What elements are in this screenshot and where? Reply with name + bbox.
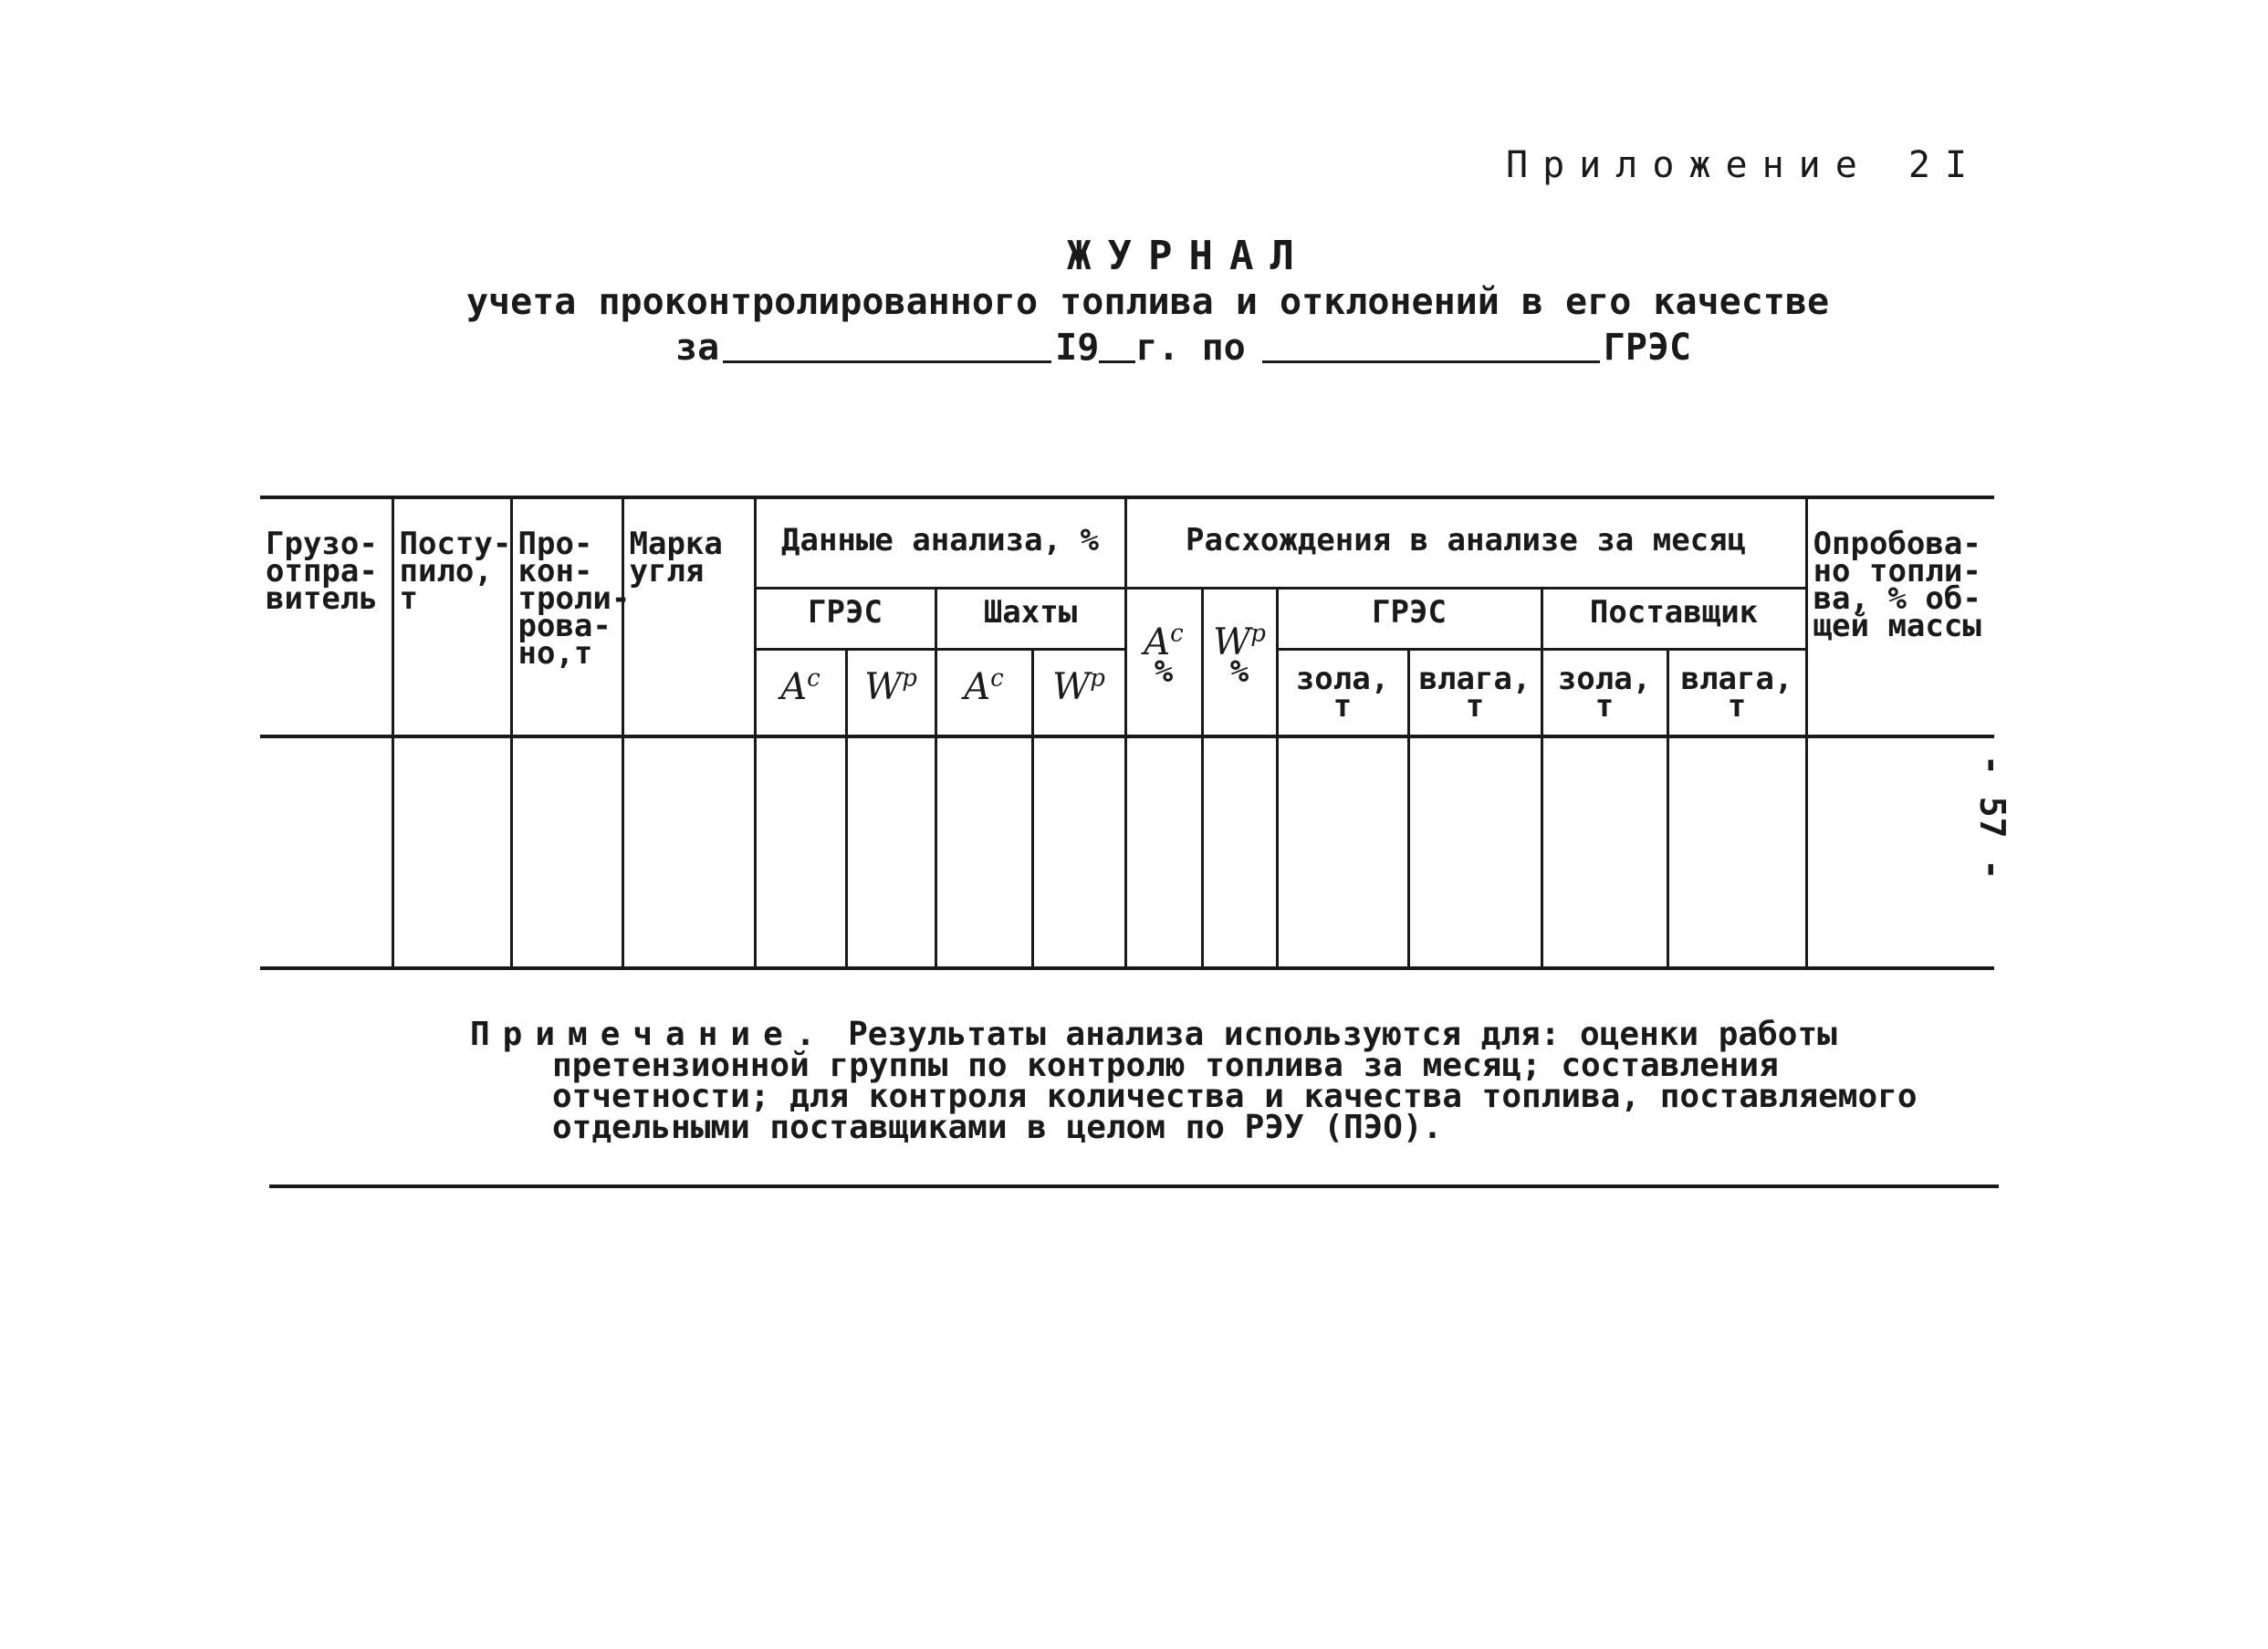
- col-supplier-moisture-t: влага, т: [1667, 650, 1806, 737]
- footnote-text-first: Результаты анализа используются для: оценки работы: [848, 1016, 1837, 1053]
- col-shipper: Грузо-отпра-витель: [260, 497, 392, 736]
- col-disc-ash: $A^c$ %: [1125, 589, 1202, 737]
- station-blank: [1262, 329, 1600, 363]
- period-prefix: за: [675, 327, 720, 369]
- col-analysis-mines: Шахты: [935, 589, 1125, 650]
- table-cell: [1806, 736, 1994, 968]
- period-line: [675, 327, 1691, 369]
- year-blank: [1099, 329, 1135, 363]
- col-disc-moisture: $W^p$ %: [1202, 589, 1277, 737]
- footnote-lead: Примечание.: [470, 1016, 829, 1053]
- col-sampled: Опробова-но топли-ва, % об-щей массы: [1806, 497, 1994, 736]
- table-cell: [260, 736, 392, 968]
- table-row: [260, 736, 1994, 968]
- table-cell: [1542, 736, 1667, 968]
- table-cell: [392, 736, 511, 968]
- col-gres-ash-t: зола, т: [1277, 650, 1408, 737]
- table-cell: [846, 736, 935, 968]
- table-cell: [511, 736, 622, 968]
- table-cell: [755, 736, 846, 968]
- table-cell: [1032, 736, 1125, 968]
- col-controlled: Про-кон-троли-рова-но,т: [511, 497, 622, 736]
- journal-title: ЖУРНАЛ: [1067, 233, 1311, 279]
- col-analysis-gres: ГРЭС: [755, 589, 935, 650]
- table-cell: [935, 736, 1032, 968]
- col-disc-gres: ГРЭС: [1277, 589, 1542, 650]
- col-gres-moisture-t: влага, т: [1408, 650, 1542, 737]
- footnote-text-rest: претензионной группы по контролю топлива за месяц; составления отчетности; для контроля количества и качества топлива, поставляемого отдельными поставщиками в целом по РЭУ (ПЭО).: [552, 1047, 1918, 1146]
- col-supplier-ash-t: зола, т: [1542, 650, 1667, 737]
- col-coal-grade: Марка угля: [622, 497, 755, 736]
- table-cell: [622, 736, 755, 968]
- table-cell: [1277, 736, 1408, 968]
- footnote: [470, 1016, 1930, 1146]
- table-cell: [1125, 736, 1202, 968]
- month-blank: [723, 329, 1051, 363]
- period-year-suffix: г. по: [1135, 327, 1246, 369]
- col-analysis-data: Данные анализа, %: [755, 497, 1125, 589]
- col-gres-moisture: $W^p$: [846, 650, 935, 737]
- journal-subtitle: учета проконтролированного топлива и отклонений в его качестве: [465, 281, 1830, 323]
- period-station: ГРЭС: [1603, 327, 1692, 369]
- col-mines-ash: $A^c$: [935, 650, 1032, 737]
- col-received: Посту-пило, т: [392, 497, 511, 736]
- journal-table: [260, 496, 1994, 970]
- bottom-rule: [269, 1185, 1999, 1188]
- period-year: I9: [1055, 327, 1100, 369]
- table-cell: [1667, 736, 1806, 968]
- col-mines-moisture: $W^p$: [1032, 650, 1125, 737]
- appendix-label: Приложение 2I: [1506, 144, 1982, 186]
- col-disc-supplier: Поставщик: [1542, 589, 1806, 650]
- page-number: - 57 -: [1972, 755, 2012, 881]
- col-gres-ash: $A^c$: [755, 650, 846, 737]
- col-discrepancy: Расхождения в анализе за месяц: [1125, 497, 1806, 589]
- table-cell: [1202, 736, 1277, 968]
- table-cell: [1408, 736, 1542, 968]
